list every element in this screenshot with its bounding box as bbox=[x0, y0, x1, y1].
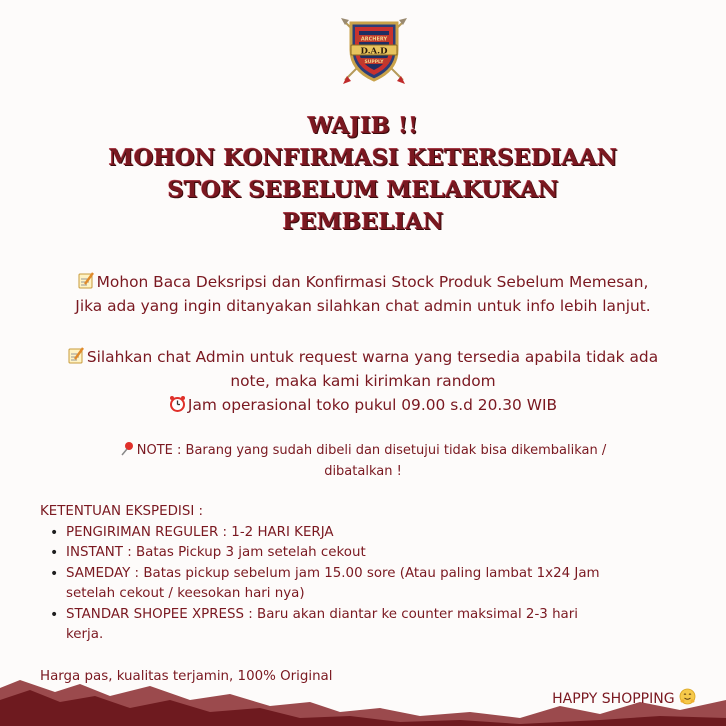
info2-line2: note, maka kami kirimkan random bbox=[230, 372, 496, 390]
note-line1: NOTE : Barang yang sudah dibeli dan disetujui tidak bisa dikembalikan / bbox=[136, 443, 607, 458]
hugging-face-icon bbox=[679, 688, 696, 705]
list-item-text: setelah cekout / keesokan hari nya) bbox=[66, 586, 305, 601]
happy-shopping-text: HAPPY SHOPPING bbox=[552, 691, 675, 707]
info1-line2: Jika ada yang ingin ditanyakan silahkan chat admin untuk info lebih lanjut. bbox=[75, 297, 651, 315]
ekspedisi-title: KETENTUAN EKSPEDISI : bbox=[40, 504, 204, 519]
alarm-clock-icon bbox=[169, 395, 186, 412]
memo-icon bbox=[78, 272, 95, 289]
note-line2: dibatalkan ! bbox=[324, 464, 402, 479]
hours-text: Jam operasional toko pukul 09.00 s.d 20.30 WIB bbox=[187, 396, 558, 414]
ekspedisi-list bbox=[40, 523, 700, 646]
pushpin-icon bbox=[120, 441, 135, 456]
note-section bbox=[0, 440, 726, 482]
list-item-text: • STANDAR SHOPEE XPRESS : Baru akan diantar ke counter maksimal 2-3 hari bbox=[66, 606, 578, 622]
list-item-text: kerja. bbox=[66, 627, 104, 642]
headline-line: MOHON KONFIRMASI KETERSEDIAAN bbox=[108, 145, 618, 171]
info1-line1: Mohon Baca Deksripsi dan Konfirmasi Stock Produk Sebelum Memesan, bbox=[96, 273, 649, 291]
logo-center-text: D.A.D bbox=[360, 46, 388, 57]
logo-top-text: ARCHERY bbox=[360, 36, 388, 43]
list-item bbox=[66, 543, 700, 564]
info-paragraph-1 bbox=[0, 270, 726, 318]
headline-line: PEMBELIAN bbox=[282, 209, 444, 235]
archery-supply-logo bbox=[339, 14, 409, 86]
tagline: Harga pas, kualitas terjamin, 100% Original bbox=[40, 669, 333, 684]
list-item-text: • PENGIRIMAN REGULER : 1-2 HARI KERJA bbox=[66, 524, 334, 540]
headline-line: STOK SEBELUM MELAKUKAN bbox=[167, 177, 559, 203]
list-item-text: • SAMEDAY : Batas pickup sebelum jam 15.00 sore (Atau paling lambat 1x24 Jam bbox=[66, 565, 600, 581]
happy-shopping bbox=[552, 688, 698, 707]
list-item bbox=[66, 605, 700, 646]
info-paragraph-2 bbox=[0, 345, 726, 417]
list-item-text: • INSTANT : Batas Pickup 3 jam setelah cekout bbox=[66, 545, 366, 560]
list-item bbox=[66, 564, 700, 605]
headline-line: WAJIB !! bbox=[307, 113, 419, 139]
info2-line1: Silahkan chat Admin untuk request warna yang tersedia apabila tidak ada bbox=[86, 348, 659, 366]
ekspedisi-section bbox=[40, 502, 700, 646]
memo-icon bbox=[68, 347, 85, 364]
headline bbox=[0, 110, 726, 238]
list-item bbox=[66, 523, 700, 544]
logo-bottom-text: SUPPLY bbox=[364, 59, 384, 65]
